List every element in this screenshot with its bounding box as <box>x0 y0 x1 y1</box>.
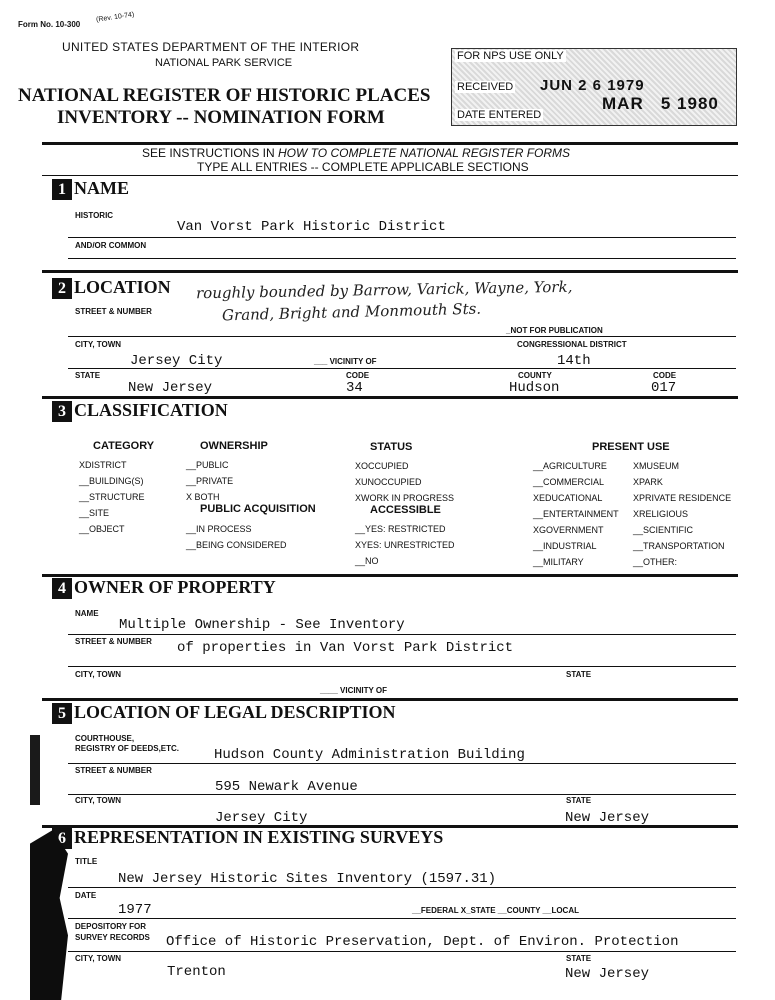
category-item: XDISTRICT <box>79 460 127 470</box>
nps-box-header: FOR NPS USE ONLY <box>457 50 564 62</box>
location-street-handwritten-2: Grand, Bright and Monmouth Sts. <box>221 299 482 325</box>
public-acquisition-list <box>186 521 287 553</box>
owner-state-label: STATE <box>566 670 592 679</box>
accessible-list <box>355 521 455 569</box>
status-heading: STATUS <box>370 441 413 453</box>
location-county-value: Hudson <box>509 380 560 396</box>
date-entered-stamp: MAR 5 1980 <box>602 94 719 113</box>
location-city-value: Jersey City <box>130 353 223 369</box>
legal-street-label: STREET & NUMBER <box>75 766 152 775</box>
owner-street-label: STREET & NUMBER <box>75 637 152 646</box>
survey-date-value: 1977 <box>118 902 152 918</box>
rule <box>42 270 738 273</box>
accessible-item: __YES: RESTRICTED <box>355 524 446 534</box>
location-vicinity-label: ___ VICINITY OF <box>314 357 377 366</box>
ownership-heading: OWNERSHIP <box>200 440 268 452</box>
rule <box>68 887 736 888</box>
instructions-emphasis: HOW TO COMPLETE NATIONAL REGISTER FORMS <box>278 146 571 160</box>
instructions-line1 <box>142 146 570 160</box>
date-entered-label: DATE ENTERED <box>457 109 542 121</box>
location-code-value: 34 <box>346 380 363 396</box>
survey-title-label: TITLE <box>75 857 98 866</box>
rule <box>42 396 738 399</box>
present-use-item: __ENTERTAINMENT <box>533 509 619 519</box>
present-use-item: __COMMERCIAL <box>533 477 605 487</box>
survey-state-value: New Jersey <box>565 966 650 982</box>
courthouse-label-2: REGISTRY OF DEEDS,ETC. <box>75 744 180 753</box>
section-4-title: OWNER OF PROPERTY <box>74 577 276 597</box>
section-4-number: 4 <box>52 578 72 599</box>
category-item: __STRUCTURE <box>79 492 145 502</box>
owner-street-value: of properties in Van Vorst Park District <box>177 640 514 656</box>
accessible-item: __NO <box>355 556 379 566</box>
present-use-item: __AGRICULTURE <box>533 461 607 471</box>
location-county-code-label: CODE <box>653 371 677 380</box>
section-2-title: LOCATION <box>74 277 171 297</box>
rule <box>68 666 736 667</box>
present-use-item: __MILITARY <box>533 557 584 567</box>
present-use-item: __SCIENTIFIC <box>633 525 694 535</box>
survey-date-label: DATE <box>75 891 97 900</box>
section-1-title: NAME <box>74 178 129 198</box>
present-use-list-left <box>533 458 619 570</box>
location-city-label: CITY, TOWN <box>75 340 122 349</box>
congressional-district-label: CONGRESSIONAL DISTRICT <box>517 340 627 349</box>
section-2-number: 2 <box>52 278 72 299</box>
public-acquisition-item: __BEING CONSIDERED <box>186 540 287 550</box>
survey-city-label: CITY, TOWN <box>75 954 122 963</box>
historic-name-value: Van Vorst Park Historic District <box>177 219 446 235</box>
form-number: Form No. 10-300 <box>18 20 81 29</box>
rule <box>68 368 736 369</box>
instructions-rule <box>42 175 738 176</box>
ownership-list <box>186 457 233 505</box>
location-code-label: CODE <box>346 371 370 380</box>
agency-name: UNITED STATES DEPARTMENT OF THE INTERIOR <box>62 40 360 54</box>
rule <box>68 237 736 238</box>
rule <box>68 794 736 795</box>
location-state-label: STATE <box>75 371 101 380</box>
location-county-code-value: 017 <box>651 380 677 396</box>
present-use-list-right <box>633 458 731 570</box>
owner-city-label: CITY, TOWN <box>75 670 122 679</box>
public-acquisition-item: __IN PROCESS <box>186 524 252 534</box>
legal-state-label: STATE <box>566 796 592 805</box>
section-3-number: 3 <box>52 401 72 422</box>
survey-city-value: Trenton <box>167 964 226 980</box>
not-for-publication-label: _NOT FOR PUBLICATION <box>506 326 603 335</box>
rule <box>68 918 736 919</box>
section-5-title: LOCATION OF LEGAL DESCRIPTION <box>74 702 396 722</box>
received-label: RECEIVED <box>457 81 514 93</box>
received-stamp: JUN 2 6 1979 <box>540 77 645 94</box>
section-3-title: CLASSIFICATION <box>74 400 228 420</box>
category-list <box>79 457 145 537</box>
public-acquisition-heading: PUBLIC ACQUISITION <box>200 503 316 515</box>
rule <box>68 258 736 259</box>
owner-vicinity-label: ____ VICINITY OF <box>320 686 387 695</box>
status-item: XOCCUPIED <box>355 461 409 471</box>
rule <box>68 763 736 764</box>
category-item: __OBJECT <box>79 524 125 534</box>
section-1-number: 1 <box>52 179 72 200</box>
survey-title-value: New Jersey Historic Sites Inventory (1597.31) <box>118 871 497 887</box>
depository-value: Office of Historic Preservation, Dept. of Environ. Protection <box>166 934 679 950</box>
present-use-item: __OTHER: <box>633 557 678 567</box>
vicinity-of: VICINITY OF <box>329 357 377 366</box>
legal-city-label: CITY, TOWN <box>75 796 122 805</box>
form-revision: (Rev. 10-74) <box>95 11 135 24</box>
courthouse-value: Hudson County Administration Building <box>214 747 525 763</box>
present-use-item: XPARK <box>633 477 663 487</box>
ownership-item: __PRIVATE <box>186 476 234 486</box>
location-street-handwritten-1: roughly bounded by Barrow, Varick, Wayne, York, <box>195 277 573 303</box>
present-use-item: XEDUCATIONAL <box>533 493 603 503</box>
rule <box>68 951 736 952</box>
location-street-label: STREET & NUMBER <box>75 307 152 316</box>
rule <box>42 698 738 701</box>
present-use-item: XMUSEUM <box>633 461 680 471</box>
section-6-title: REPRESENTATION IN EXISTING SURVEYS <box>74 827 444 847</box>
torn-edge-artifact <box>30 830 68 1000</box>
rule <box>68 336 736 337</box>
ownership-item: X BOTH <box>186 492 220 502</box>
accessible-heading: ACCESSIBLE <box>370 504 441 516</box>
survey-levels: __FEDERAL X_STATE __COUNTY __LOCAL <box>412 906 579 915</box>
section-6-number: 6 <box>52 828 72 849</box>
vicinity-of: VICINITY OF <box>340 686 387 695</box>
present-use-heading: PRESENT USE <box>592 441 670 453</box>
present-use-item: XRELIGIOUS <box>633 509 689 519</box>
section-5-number: 5 <box>52 703 72 724</box>
courthouse-label-1: COURTHOUSE, <box>75 734 135 743</box>
rule <box>68 634 736 635</box>
present-use-item: XGOVERNMENT <box>533 525 604 535</box>
depository-label-1: DEPOSITORY FOR <box>75 922 146 931</box>
present-use-item: __INDUSTRIAL <box>533 541 597 551</box>
survey-state-label: STATE <box>566 954 592 963</box>
legal-state-value: New Jersey <box>565 810 650 826</box>
common-name-label: AND/OR COMMON <box>75 241 147 250</box>
category-item: __BUILDING(S) <box>79 476 144 486</box>
location-state-value: New Jersey <box>128 380 213 396</box>
category-heading: CATEGORY <box>93 440 155 452</box>
status-list <box>355 458 454 506</box>
category-item: __SITE <box>79 508 110 518</box>
ownership-item: __PUBLIC <box>186 460 229 470</box>
header-rule <box>42 142 738 145</box>
instructions-prefix: SEE INSTRUCTIONS IN <box>142 146 279 160</box>
accessible-item: XYES: UNRESTRICTED <box>355 540 455 550</box>
form-title-line1: NATIONAL REGISTER OF HISTORIC PLACES <box>18 85 431 106</box>
service-name: NATIONAL PARK SERVICE <box>155 57 293 69</box>
status-item: XWORK IN PROGRESS <box>355 493 455 503</box>
location-county-label: COUNTY <box>518 371 552 380</box>
status-item: XUNOCCUPIED <box>355 477 422 487</box>
depository-label-2: SURVEY RECORDS <box>75 933 150 942</box>
congressional-district-value: 14th <box>557 353 591 369</box>
owner-name-label: NAME <box>75 609 99 618</box>
legal-city-value: Jersey City <box>215 810 308 826</box>
torn-edge-artifact <box>30 735 40 805</box>
instructions-line2: TYPE ALL ENTRIES -- COMPLETE APPLICABLE SECTIONS <box>197 160 529 174</box>
present-use-item: __TRANSPORTATION <box>633 541 725 551</box>
present-use-item: XPRIVATE RESIDENCE <box>633 493 732 503</box>
owner-name-value: Multiple Ownership - See Inventory <box>119 617 405 633</box>
legal-street-value: 595 Newark Avenue <box>215 779 358 795</box>
nps-use-only-box <box>451 48 737 126</box>
form-title-line2: INVENTORY -- NOMINATION FORM <box>57 107 385 128</box>
historic-label: HISTORIC <box>75 211 114 220</box>
